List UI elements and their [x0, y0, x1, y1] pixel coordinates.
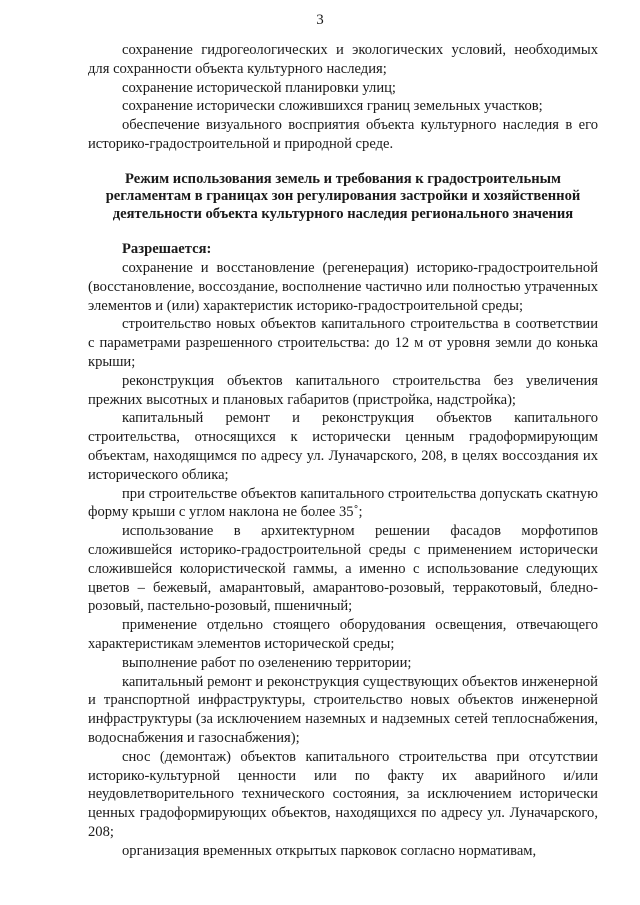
allowed-item: капитальный ремонт и реконструкция существующих объектов инженерной и транспортной инфраструктуры, строительство новых объектов инженерной инфраструктуры (за исключением наземных и надземных сетей теплоснабжения, водоснабжения и газоснабжения); [88, 673, 598, 746]
allowed-item: снос (демонтаж) объектов капитального строительства при отсутствии историко-культурной ценности или по факту их аварийного и/или неудовлетворительного технического состояния, за исключением исторически ценных градоформирующих объектов, находящихся по адресу ул. Луначарского, 208; [88, 748, 598, 840]
page-number: 3 [316, 12, 324, 28]
allowed-item: применение отдельно стоящего оборудования освещения, отвечающего характеристикам элементов исторической среды; [88, 617, 598, 653]
allowed-heading: Разрешается: [122, 241, 212, 258]
section-title: Режим использования земель и требования к градостроительным регламентам в границах зон регулирования застройки и хозяйственной деятельности объекта культурного наследия регионального значения [105, 170, 581, 222]
allowed-item: использование в архитектурном решении фасадов морфотипов сложившейся историко-градостроительной среды с применением исторически сложившейся колористической гаммы, а именно с использование следующих цветов – бежевый, амарантовый, амарантово-розовый, терракотовый, бледно-розовый, пастельно-розовый, пшеничный; [88, 523, 598, 615]
intro-item: сохранение гидрогеологических и экологических условий, необходимых для сохранности объекта культурного наследия; [88, 42, 598, 77]
allowed-item: строительство новых объектов капитального строительства в соответствии с параметрами разрешенного строительства: до 12 м от уровня земли до конька крыши; [88, 316, 598, 371]
intro-item: сохранение исторической планировки улиц; [122, 79, 396, 96]
allowed-item: реконструкция объектов капитального строительства без увеличения прежних высотных и плановых габаритов (пристройка, надстройка); [88, 372, 598, 408]
allowed-item: при строительстве объектов капитального строительства допускать скатную форму крыши с углом наклона не более 35˚; [88, 485, 598, 521]
allowed-item: организация временных открытых парковок согласно нормативам, [122, 842, 537, 859]
allowed-item: выполнение работ по озеленению территории; [122, 654, 412, 671]
allowed-item: капитальный ремонт и реконструкция объектов капитального строительства, относящихся к исторически ценным градоформирующим объектам, находящимся по адресу ул. Луначарского, 208, в целях воссоздания их исторического облика; [88, 410, 598, 483]
intro-item: сохранение исторически сложившихся границ земельных участков; [122, 98, 543, 115]
allowed-item: сохранение и восстановление (регенерация) историко-градостроительной (восстановление, воссоздание, восполнение частично или полностью утраченных элементов и (или) характеристик историко-градостроительной среды; [88, 260, 598, 314]
document-body [88, 41, 598, 861]
intro-item: обеспечение визуального восприятия объекта культурного наследия в его историко-градостроительной и природной среде. [88, 117, 598, 152]
